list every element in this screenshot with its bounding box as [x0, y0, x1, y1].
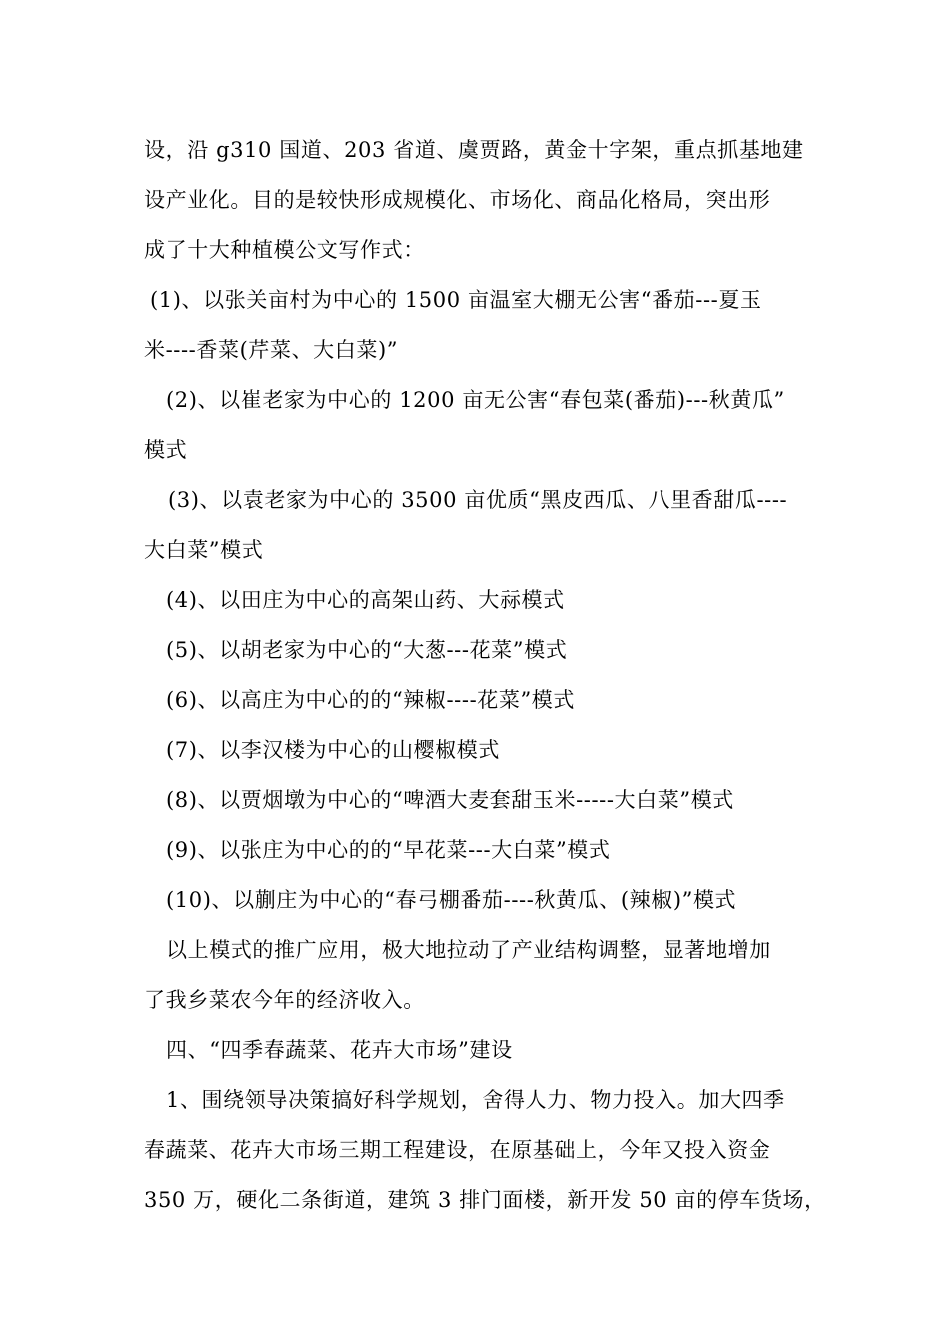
paragraph-line: 以上模式的推广应用，极大地拉动了产业结构调整，显著地增加 — [166, 938, 771, 962]
list-item: (9)、以张庄为中心的的“早花菜---大白菜”模式 — [166, 838, 611, 862]
paragraph-line: 模式 — [144, 438, 188, 462]
list-item: (2)、以崔老家为中心的 1200 亩无公害“春包菜(番茄)---秋黄瓜” — [166, 388, 785, 412]
list-item: (5)、以胡老家为中心的“大葱---花菜”模式 — [166, 638, 568, 662]
paragraph-line: 大白菜”模式 — [144, 538, 264, 562]
list-item: (10)、以蒯庄为中心的“春弓棚番茄----秋黄瓜、(辣椒)”模式 — [166, 888, 737, 912]
list-item: (8)、以贾烟墩为中心的“啤酒大麦套甜玉米-----大白菜”模式 — [166, 788, 734, 812]
paragraph-line: 350 万，硬化二条街道，建筑 3 排门面楼，新开发 50 亩的停车货场， — [144, 1188, 826, 1212]
paragraph-line: 春蔬菜、花卉大市场三期工程建设，在原基础上，今年又投入资金 — [144, 1138, 771, 1162]
list-item: (6)、以高庄为中心的的“辣椒----花菜”模式 — [166, 688, 575, 712]
list-item: (3)、以袁老家为中心的 3500 亩优质“黑皮西瓜、八里香甜瓜---- — [168, 488, 788, 512]
paragraph-line: 设，沿 g310 国道、203 省道、虞贾路，黄金十字架，重点抓基地建 — [144, 138, 804, 162]
list-item: (1)、以张关亩村为中心的 1500 亩温室大棚无公害“番茄---夏玉 — [150, 288, 762, 312]
paragraph-line: 米----香菜(芹菜、大白菜)” — [144, 338, 399, 362]
list-item: (4)、以田庄为中心的高架山药、大祘模式 — [166, 588, 565, 612]
paragraph-line: 了我乡菜农今年的经济收入。 — [144, 988, 425, 1012]
paragraph-line: 成了十大种植模公文写作式： — [144, 238, 425, 262]
paragraph-line: 设产业化。目的是较快形成规模化、市场化、商品化格局，突出形 — [144, 188, 771, 212]
paragraph-line: 1、围绕领导决策搞好科学规划，舍得人力、物力投入。加大四季 — [166, 1088, 785, 1112]
list-item: (7)、以李汉楼为中心的山樱椒模式 — [166, 738, 500, 762]
section-heading: 四、“四季春蔬菜、花卉大市场”建设 — [166, 1038, 513, 1062]
